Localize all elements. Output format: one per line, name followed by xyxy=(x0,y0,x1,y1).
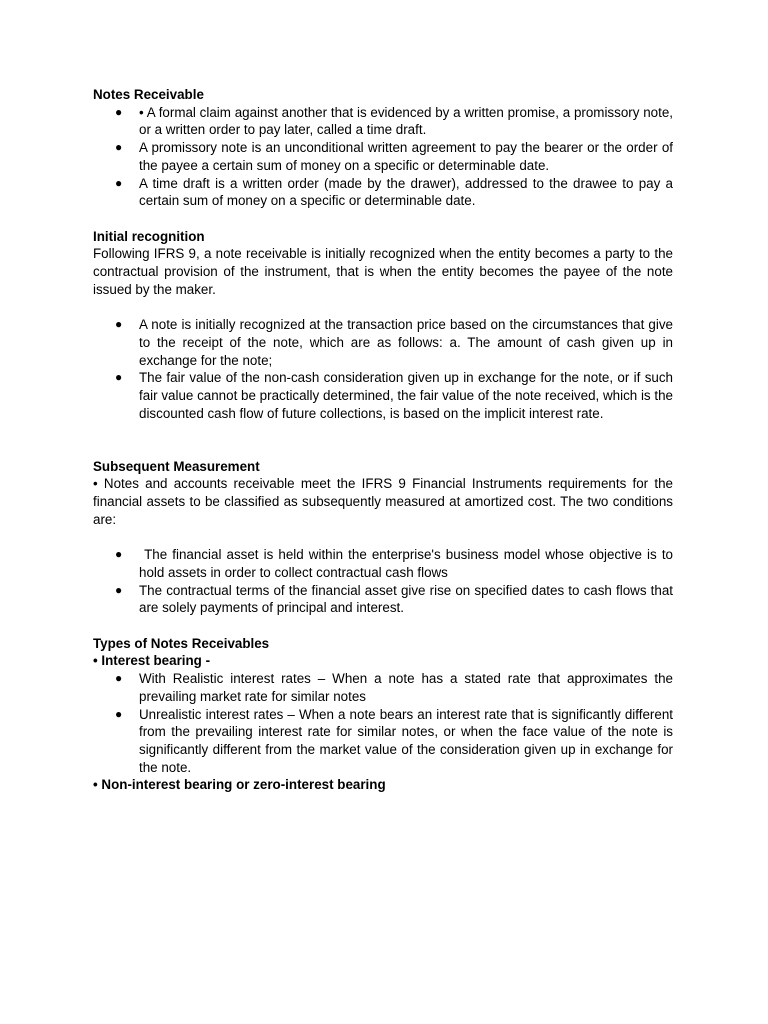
bullet-icon: ● xyxy=(115,140,123,155)
list-item xyxy=(93,316,673,369)
list-item-text: • A formal claim against another that is evidenced by a written promise, a promissory note, or a written order to pay later, called a time draft. xyxy=(139,104,673,138)
list-item xyxy=(93,546,677,581)
spacer xyxy=(93,422,673,457)
list-item xyxy=(93,139,673,174)
interest-bearing-list xyxy=(93,670,673,776)
bullet-icon: ● xyxy=(115,104,123,119)
bullet-icon: ● xyxy=(115,671,123,686)
spacer xyxy=(93,617,673,635)
bullet-icon: ● xyxy=(115,582,123,597)
initial-recognition-list xyxy=(93,316,673,422)
initial-recognition-paragraph: Following IFRS 9, a note receivable is initially recognized when the entity becomes a party to the contractual provision of the instrument, that is when the entity becomes the payee of the note issued by the maker. xyxy=(93,246,673,297)
list-item-text: Unrealistic interest rates – When a note bears an interest rate that is significantly different from the prevailing interest rate for similar notes, or when the face value of the note is significantly different from the market value of the consideration given up in exchange for the note. xyxy=(139,706,673,775)
bullet-icon: ● xyxy=(115,370,123,385)
list-item-text: A promissory note is an unconditional written agreement to pay the bearer or the order of the payee a certain sum of money on a specific or determinable date. xyxy=(139,140,673,173)
spacer xyxy=(93,529,673,547)
subsequent-measurement-list xyxy=(93,546,677,617)
bullet-icon: ● xyxy=(115,317,123,332)
heading-initial-recognition: Initial recognition xyxy=(93,228,205,244)
list-item xyxy=(93,175,673,210)
document-page xyxy=(93,86,677,794)
list-item-text: A time draft is a written order (made by the drawer), addressed to the drawee to pay a certain sum of money on a specific or determinable date. xyxy=(139,175,673,209)
list-item-text: The financial asset is held within the enterprise's business model whose objective is to hold assets in order to collect contractual cash flows xyxy=(139,547,677,580)
bullet-icon: ● xyxy=(115,175,123,190)
non-interest-bearing-label: • Non-interest bearing or zero-interest bearing xyxy=(93,777,386,793)
list-item-text: The fair value of the non-cash consideration given up in exchange for the note, or if such fair value cannot be practically determined, the fair value of the note received, which is the discounted cash flow of future collections, is based on the implicit interest rate. xyxy=(139,370,673,421)
list-item xyxy=(93,670,673,705)
heading-notes-receivable: Notes Receivable xyxy=(93,87,204,102)
heading-types-of-notes: Types of Notes Receivables xyxy=(93,635,270,651)
list-item xyxy=(93,582,673,617)
notes-receivable-list xyxy=(93,104,673,210)
list-item-text: The contractual terms of the financial asset give rise on specified dates to cash flows that are solely payments of principal and interest. xyxy=(139,582,673,616)
list-item xyxy=(93,369,673,422)
list-item xyxy=(93,706,673,777)
heading-subsequent-measurement: Subsequent Measurement xyxy=(93,458,260,474)
spacer xyxy=(93,298,673,316)
list-item xyxy=(93,104,673,139)
bullet-icon: ● xyxy=(115,706,123,721)
subsequent-measurement-paragraph: • Notes and accounts receivable meet the IFRS 9 Financial Instruments requirements for the financial assets to be classified as subsequently measured at amortized cost. The two conditions are: xyxy=(93,476,673,527)
interest-bearing-label: • Interest bearing - xyxy=(93,653,211,669)
list-item-text: A note is initially recognized at the transaction price based on the circumstances that give to the receipt of the note, which are as follows: a. The amount of cash given up in exchange for the note; xyxy=(139,317,673,368)
list-item-text: With Realistic interest rates – When a note has a stated rate that approximates the prevailing market rate for similar notes xyxy=(139,671,673,704)
bullet-icon: ● xyxy=(115,547,123,562)
spacer xyxy=(93,210,673,228)
